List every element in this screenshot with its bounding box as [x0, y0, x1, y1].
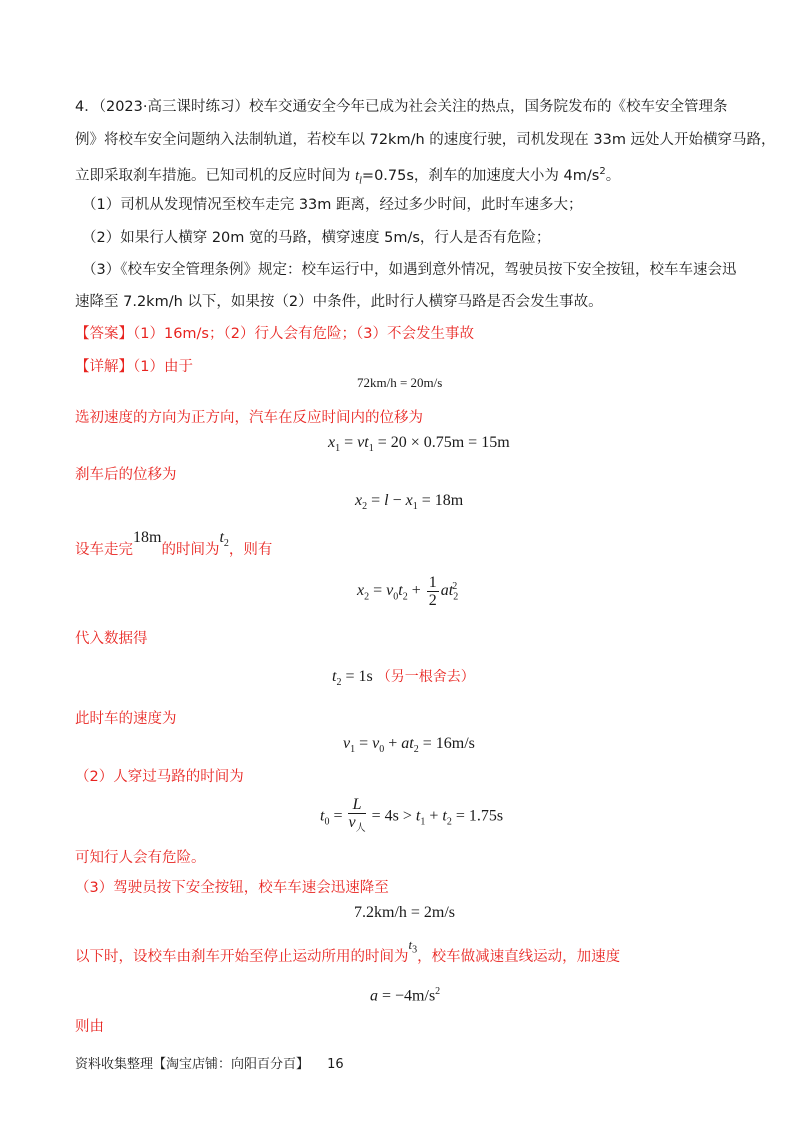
detail-text-3: 设车走完18m的时间为$t_2$，则有	[75, 529, 273, 558]
detail-text-7: 可知行人会有危险。	[75, 850, 206, 866]
question-part-3a: （3）《校车安全管理条例》规定：校车运行中，如遇到意外情况，驾驶员按下安全按钮，校车车速会迅	[82, 262, 737, 278]
detail-text-8: （3）驾驶员按下安全按钮，校车车速会迅速降至	[75, 880, 389, 896]
page-number: 16	[327, 1057, 344, 1072]
equation-x2: $x_2 = l - x_1 = 18m$	[355, 492, 464, 513]
detail-text-2: 刹车后的位移为	[75, 467, 177, 483]
question-part-1: （1）司机从发现情况至校车走完 33m 距离，经过多少时间，此时车速多大；	[82, 197, 583, 213]
equation-x1: $x_1 = vt_1 = 20 \times 0.75m = 15m$	[328, 434, 510, 455]
question-part-3b: 速降至 7.2km/h 以下，如果按（2）中条件，此时行人横穿马路是否会发生事故。	[75, 294, 603, 310]
footer-source: 资料收集整理【淘宝店铺：向阳百分百】	[75, 1057, 310, 1072]
detail-text-9: 以下时，设校车由刹车开始至停止运动所用的时间为$t_3$，校车做减速直线运动，加速度	[75, 937, 621, 965]
question-part-2: （2）如果行人横穿 20m 宽的马路，横穿速度 5m/s，行人是否有危险；	[82, 230, 551, 246]
detail-text-6: （2）人穿过马路的时间为	[75, 769, 244, 785]
equation-speed-conversion: 72km/h = 20m/s	[357, 375, 443, 390]
question-line-2: 例》将校车安全问题纳入法制轨道，若校车以 72km/h 的速度行驶，司机发现在 33m 远处人开始横穿马路，	[75, 132, 776, 148]
question-line-1: 4．（2023·高三课时练习）校车交通安全今年已成为社会关注的热点，国务院发布的《校车安全管理条	[75, 99, 728, 115]
page-footer	[75, 1053, 344, 1072]
question-line-3: 立即采取刹车措施。已知司机的反应时间为 $t_l=0.75s$，刹车的加速度大小为 $4m/s^2$。	[75, 166, 621, 187]
equation-t0: $t_0$ = $\frac{L}{v_人}$ = $4s > t_1 + t_2 = 1.75s$	[320, 796, 504, 835]
answer-line: 【答案】（1）16m/s；（2）行人会有危险；（3）不会发生事故	[75, 326, 474, 342]
equation-kinematics: $x_2 = v_0t_2$ + $\frac{1}{2}$ $at_2^2$	[357, 574, 459, 609]
equation-t2: $t_2 = 1s$ （另一根舍去）	[332, 668, 475, 689]
equation-speed-72: 7.2km/h = 2m/s	[354, 904, 456, 921]
detail-text-1: 选初速度的方向为正方向，汽车在反应时间内的位移为	[75, 410, 423, 426]
equation-v1: $v_1 = v_0 + at_2 = 16m/s$	[343, 735, 475, 756]
detail-text-10: 则由	[75, 1019, 104, 1035]
equation-acceleration: $a = -4m/s^2$	[370, 986, 441, 1005]
detail-heading: 【详解】（1）由于	[75, 359, 193, 375]
detail-text-5: 此时车的速度为	[75, 711, 177, 727]
detail-text-4: 代入数据得	[75, 631, 148, 647]
